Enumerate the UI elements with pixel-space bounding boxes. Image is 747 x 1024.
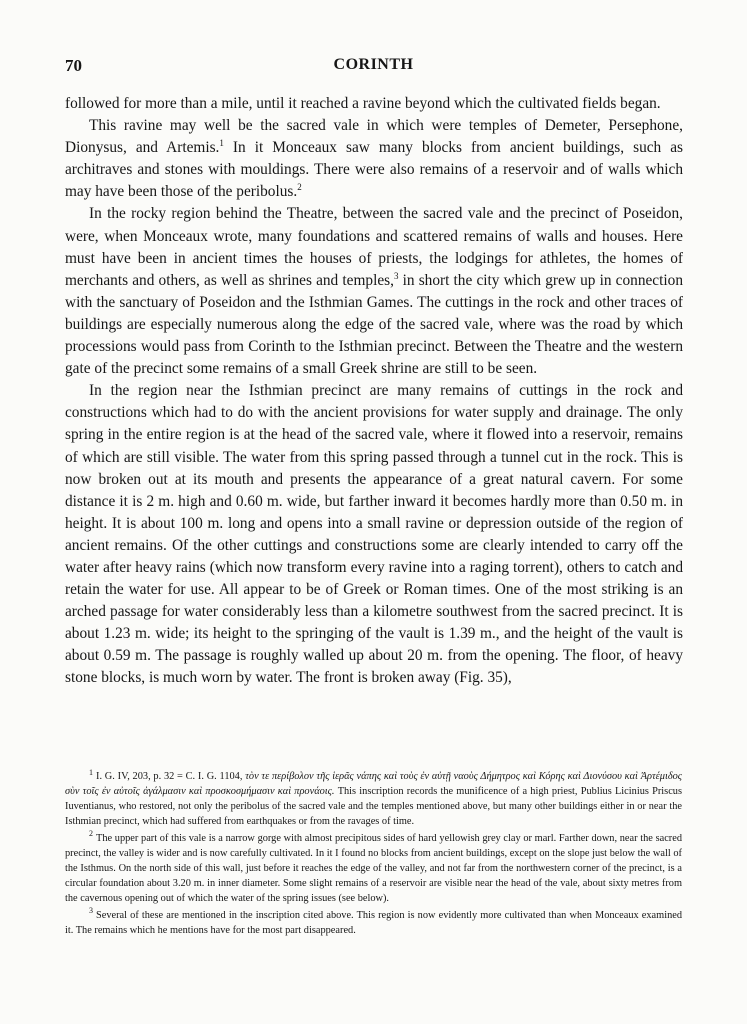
footnote-ref-1[interactable]: 1 bbox=[219, 138, 224, 149]
paragraph-3-text-a: In the rocky region behind the Theatre, between the sacred vale and the precinct of Poseidon, were, when Monceaux wrote, many foundations and scattered remains of walls and houses. Here must have been in ancient times the houses of priests, the lodgings for athletes, the homes of merchants and others, as well as shrines and temples, bbox=[65, 205, 683, 289]
footnote-2 bbox=[65, 829, 682, 907]
footnote-1-text: This inscription records the munificence of a high priest, Publius Licinius Priscus Iuventianus, who restored, not only the peribolus of the sacred vale and the temples mentioned above, but many other buildings either in or near the Isthmian precinct, which had suffered from earthquakes or from the ravages of time. bbox=[65, 785, 682, 827]
footnote-mark: 2 bbox=[89, 829, 93, 839]
footnote-mark: 1 bbox=[89, 767, 93, 777]
body-text bbox=[65, 93, 683, 690]
footnote-mark: 3 bbox=[89, 906, 93, 916]
footnote-3 bbox=[65, 906, 682, 939]
paragraph-2 bbox=[65, 115, 683, 203]
footnote-1 bbox=[65, 767, 682, 830]
footnote-2-text: The upper part of this vale is a narrow gorge with almost precipitous sides of hard yellowish grey clay or marl. Farther down, near the sacred precinct, the valley is wider and is now carefully cultivated. In it I found no blocks from ancient buildings, except on the slope just below the wall of the Isthmus. On the north side of this wall, just before it reaches the edge of the valley, and not far from the northwestern corner of the precinct, is a circular foundation about 3.20 m. in inner diameter. Some slight remains of a reservoir are visible near the head of the vale, about sixty metres from the cavernous opening out of which the water of the spring issues (see below). bbox=[65, 832, 682, 904]
paragraph-4-text: In the region near the Isthmian precinct are many remains of cuttings in the rock and constructions which had to do with the ancient provisions for water supply and drainage. The only spring in the entire region is at the head of the sacred vale, where it flowed into a reservoir, remains of which are still visible. The water from this spring passed through a tunnel cut in the rock. This is now broken out at its mouth and presents the appearance of a great natural cavern. For some distance it is 2 m. high and 0.60 m. wide, but farther inward it becomes hardly more than 0.50 m. in height. It is about 100 m. long and opens into a small ravine or depression outside of the region of ancient remains. Of the other cuttings and constructions some are clearly intended to carry off the water after heavy rains (which now transform every ravine into a raging torrent), others to catch and retain the water for use. All appear to be of Greek or Roman times. One of the most striking is an arched passage for water considerably less than a kilometre southwest from the sacred precinct. It is about 1.23 m. wide; its height to the springing of the vault is 1.39 m., and the height of the vault is about 0.59 m. The passage is roughly walled up about 20 m. from the opening. The floor, of heavy stone blocks, is much worn by water. The front is broken away (Fig. 35), bbox=[65, 382, 683, 687]
footnotes bbox=[65, 767, 682, 940]
paragraph-2-text-a: This ravine may well be the sacred vale in which were temples of Demeter, Persephone, Dionysus, and Artemis. bbox=[65, 117, 683, 157]
paragraph-3 bbox=[65, 203, 683, 380]
running-title: CORINTH bbox=[333, 56, 414, 73]
paragraph-2-text-b: In it Monceaux saw many blocks from ancient buildings, such as architraves and stones with mouldings. There were also remains of a reservoir and of walls which may have been those of the peribolus. bbox=[65, 139, 684, 201]
footnote-1-greek-quote: τὸν τε περίβολον τῆς ἱερᾶς νάπης καὶ τοὺς ἐν αὐτῇ ναοὺς Δήμητρος καὶ Κόρης καὶ Διονύσου καὶ Ἀρτέμιδος σὺν τοῖς ἐν αὐτοῖς ἀγάλμασιν καὶ προσκοσμήμασιν καὶ προνάοις. bbox=[65, 771, 682, 797]
paragraph-1-text: followed for more than a mile, until it reached a ravine beyond which the cultivated fields began. bbox=[65, 95, 661, 112]
footnote-1-citation: I. G. IV, 203, p. 32 = C. I. G. 1104, bbox=[96, 771, 246, 782]
footnote-ref-3[interactable]: 3 bbox=[393, 270, 399, 281]
footnote-ref-2[interactable]: 2 bbox=[297, 182, 302, 193]
paragraph-3-text-b: in short the city which grew up in connection with the sanctuary of Poseidon and the Isthmian Games. The cuttings in the rock and other traces of buildings are especially numerous along the edge of the sacred vale, where was the road by which processions would pass from Corinth to the Isthmian precinct. Between the Theatre and the western gate of the precinct some remains of a small Greek shrine are still to be seen. bbox=[65, 271, 683, 378]
paragraph-1 bbox=[65, 93, 683, 115]
page-header bbox=[65, 56, 682, 80]
footnote-3-text: Several of these are mentioned in the inscription cited above. This region is now evidently more cultivated than when Monceaux examined it. The remains which he mentions have for the most part disappeared. bbox=[65, 909, 682, 936]
page-number: 70 bbox=[65, 56, 82, 75]
paragraph-4 bbox=[65, 380, 683, 689]
